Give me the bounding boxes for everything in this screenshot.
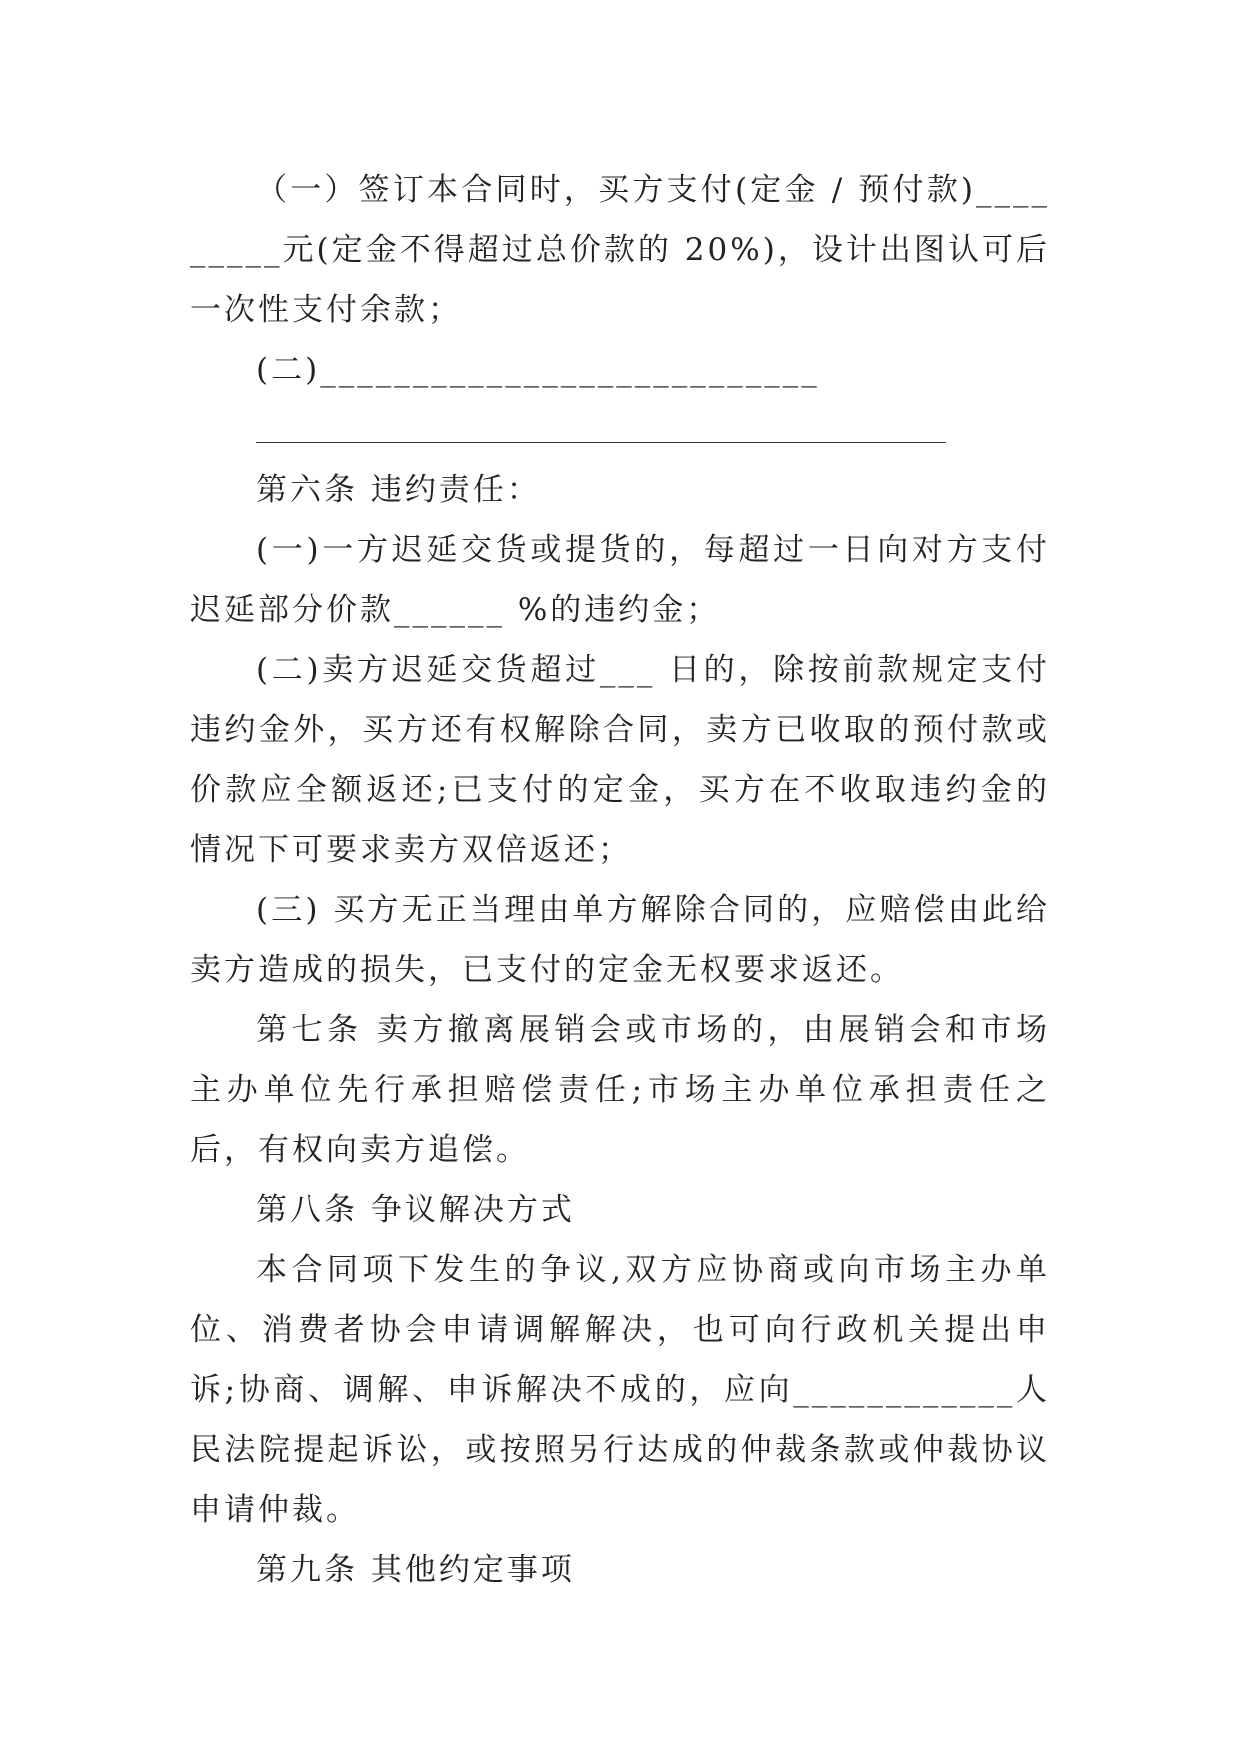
article-6-item-3: (三) 买方无正当理由单方解除合同的，应赔偿由此给卖方造成的损失，已支付的定金无权要求返还。 [190, 892, 1050, 988]
article-6-item-2: (二)卖方迟延交货超过___ 日的，除按前款规定支付违约金外，买方还有权解除合同，卖方已收取的预付款或价款应全额返还;已支付的定金，买方在不收取违约金的情况下可要求卖方双倍返还； [190, 652, 1050, 868]
clause-payment-2: (二)___________________________ [256, 352, 820, 388]
clause-payment-1: （一）签订本合同时，买方支付(定金 / 预付款)_________元(定金不得超过总价款的 20%)，设计出图认可后一次性支付余款； [190, 172, 1050, 328]
contract-body [190, 160, 1050, 1600]
blank-fill-line [190, 400, 1050, 460]
article-6-item-1: (一)一方迟延交货或提货的，每超过一日向对方支付迟延部分价款______ %的违约金； [190, 532, 1050, 628]
article-8-body: 本合同项下发生的争议,双方应协商或向市场主办单位、消费者协会申请调解解决，也可向行政机关提出申诉;协商、调解、申诉解决不成的，应向____________人民法院提起诉讼，或按照另行达成的仲裁条款或仲裁协议申请仲裁。 [190, 1252, 1050, 1528]
article-7: 第七条 卖方撤离展销会或市场的，由展销会和市场主办单位先行承担赔偿责任;市场主办单位承担责任之后，有权向卖方追偿。 [190, 1012, 1050, 1168]
underline-rule [256, 442, 946, 443]
article-9-heading: 第九条 其他约定事项 [256, 1552, 575, 1588]
article-8-heading: 第八条 争议解决方式 [256, 1192, 575, 1228]
article-6-heading: 第六条 违约责任： [256, 472, 541, 508]
